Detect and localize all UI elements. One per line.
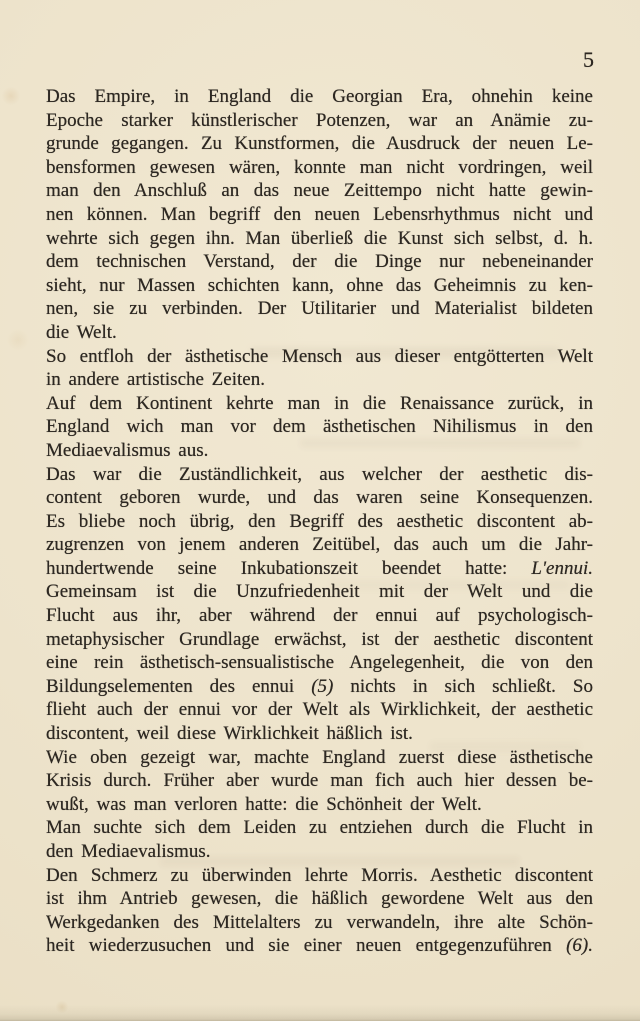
- text-line: [46, 651, 593, 675]
- italic-text: (6).: [566, 935, 593, 957]
- text-line: [46, 392, 593, 416]
- italic-text: L'ennui.: [531, 557, 593, 579]
- text-line: [46, 722, 593, 746]
- paragraph: [46, 580, 593, 745]
- text-line: [46, 864, 593, 888]
- text-segment: in andere artistische Zeiten.: [46, 369, 265, 391]
- text-line: [46, 580, 593, 604]
- paragraph: [46, 392, 593, 463]
- text-line: [46, 415, 593, 439]
- page-number: 5: [583, 47, 594, 72]
- text-line: [46, 628, 593, 652]
- text-segment: Den Schmerz zu überwinden lehrte Morris. Aesthetic discontent: [46, 864, 593, 886]
- text-segment: nichts in sich schließt. So: [333, 675, 593, 697]
- text-segment: Wie oben gezeigt war, machte England zuerst diese ästhetische: [46, 746, 593, 768]
- text-segment: die Welt.: [46, 321, 117, 343]
- text-line: [46, 321, 593, 345]
- text-segment: wehrte sich gegen ihn. Man überließ die Kunst sich selbst, d. h.: [46, 227, 593, 249]
- text-line: [46, 746, 593, 770]
- text-segment: Das Empire, in England die Georgian Era, ohnehin keine: [46, 86, 593, 107]
- text-segment: discontent, weil diese Wirklichkeit häßlich ist.: [46, 723, 413, 745]
- text-line: [46, 109, 593, 133]
- text-line: [46, 85, 593, 109]
- paragraph: [46, 85, 593, 345]
- text-segment: bensformen gewesen wären, konnte man nicht vordringen, weil: [46, 156, 593, 178]
- italic-text: (5): [311, 675, 334, 697]
- text-segment: dem technischen Verstand, der die Dinge nur nebeneinander: [46, 251, 593, 273]
- text-line: [46, 463, 593, 487]
- text-line: [46, 203, 593, 227]
- text-segment: Epoche starker künstlerischer Potenzen, war an Anämie zu-: [46, 109, 593, 131]
- text-segment: Werkgedanken des Mittelalters zu verwandeln, ihre alte Schön-: [46, 911, 593, 933]
- text-segment: Krisis durch. Früher aber wurde man fich auch hier dessen be-: [46, 770, 593, 792]
- text-segment: Gemeinsam ist die Unzufriedenheit mit der Welt und die: [46, 581, 593, 603]
- text-line: [46, 557, 593, 581]
- text-line: [46, 156, 593, 180]
- paragraph: [46, 463, 593, 510]
- text-segment: ist ihm Antrieb gewesen, die häßlich gewordene Welt aus den: [46, 888, 593, 910]
- text-line: [46, 368, 593, 392]
- text-line: [46, 297, 593, 321]
- text-segment: eine rein ästhetisch-sensualistische Angelegenheit, die von den: [46, 652, 593, 674]
- text-segment: hundertwende seine Inkubationszeit beendet hatte:: [46, 557, 532, 579]
- text-segment: Bildungselementen des ennui: [46, 675, 312, 697]
- page-body: [46, 85, 593, 958]
- text-line: [46, 887, 593, 911]
- text-line: [46, 604, 593, 628]
- text-line: [46, 840, 593, 864]
- text-line: [46, 274, 593, 298]
- text-line: [46, 179, 593, 203]
- paragraph: [46, 816, 593, 863]
- text-line: [46, 132, 593, 156]
- text-line: [46, 793, 593, 817]
- paragraph: [46, 746, 593, 817]
- text-segment: wußt, was man verloren hatte: die Schönheit der Welt.: [46, 793, 482, 815]
- text-segment: heit wiederzusuchen und sie einer neuen entgegenzuführen: [46, 935, 567, 957]
- text-segment: metaphysischer Grundlage erwächst, ist der aesthetic discontent: [46, 628, 593, 650]
- text-segment: Flucht aus ihr, aber während der ennui auf psychologisch-: [46, 605, 593, 627]
- text-line: [46, 250, 593, 274]
- text-segment: man den Anschluß an das neue Zeittempo nicht hatte gewin-: [46, 180, 593, 202]
- text-segment: Mediaevalismus aus.: [46, 439, 209, 461]
- text-line: [46, 816, 593, 840]
- text-line: [46, 934, 593, 958]
- text-segment: zugrenzen von jenem anderen Zeitübel, das auch um die Jahr-: [46, 534, 593, 556]
- text-segment: grunde gegangen. Zu Kunstformen, die Ausdruck der neuen Le-: [46, 133, 593, 155]
- text-segment: sieht, nur Massen schichten kann, ohne das Geheimnis zu ken-: [46, 274, 593, 296]
- text-segment: den Mediaevalismus.: [46, 841, 211, 862]
- text-line: [46, 698, 593, 722]
- text-line: [46, 911, 593, 935]
- text-line: [46, 345, 593, 369]
- text-line: [46, 510, 593, 534]
- text-line: [46, 439, 593, 463]
- text-segment: flieht auch der ennui vor der Welt als Wirklichkeit, der aesthetic: [46, 699, 593, 721]
- text-line: [46, 227, 593, 251]
- text-segment: nen können. Man begriff den neuen Lebensrhythmus nicht und: [46, 203, 593, 225]
- text-line: [46, 533, 593, 557]
- text-segment: England wich man vor dem ästhetischen Nihilismus in den: [46, 416, 593, 438]
- text-segment: Es bliebe noch übrig, den Begriff des aesthetic discontent ab-: [46, 510, 593, 532]
- text-segment: So entfloh der ästhetische Mensch aus dieser entgötterten Welt: [46, 345, 593, 367]
- page-bottom-edge: [0, 1005, 640, 1021]
- text-segment: Auf dem Kontinent kehrte man in die Renaissance zurück, in: [46, 392, 593, 414]
- text-segment: Man suchte sich dem Leiden zu entziehen durch die Flucht in: [46, 817, 593, 839]
- paragraph: [46, 864, 593, 958]
- text-segment: content geboren wurde, und das waren seine Konsequenzen.: [46, 487, 593, 509]
- text-segment: Das war die Zuständlichkeit, aus welcher der aesthetic dis-: [46, 463, 593, 485]
- text-segment: nen, sie zu verbinden. Der Utilitarier und Materialist bildeten: [46, 298, 593, 320]
- text-line: [46, 769, 593, 793]
- paragraph: [46, 345, 593, 392]
- text-line: [46, 486, 593, 510]
- paragraph: [46, 510, 593, 581]
- text-line: [46, 675, 593, 699]
